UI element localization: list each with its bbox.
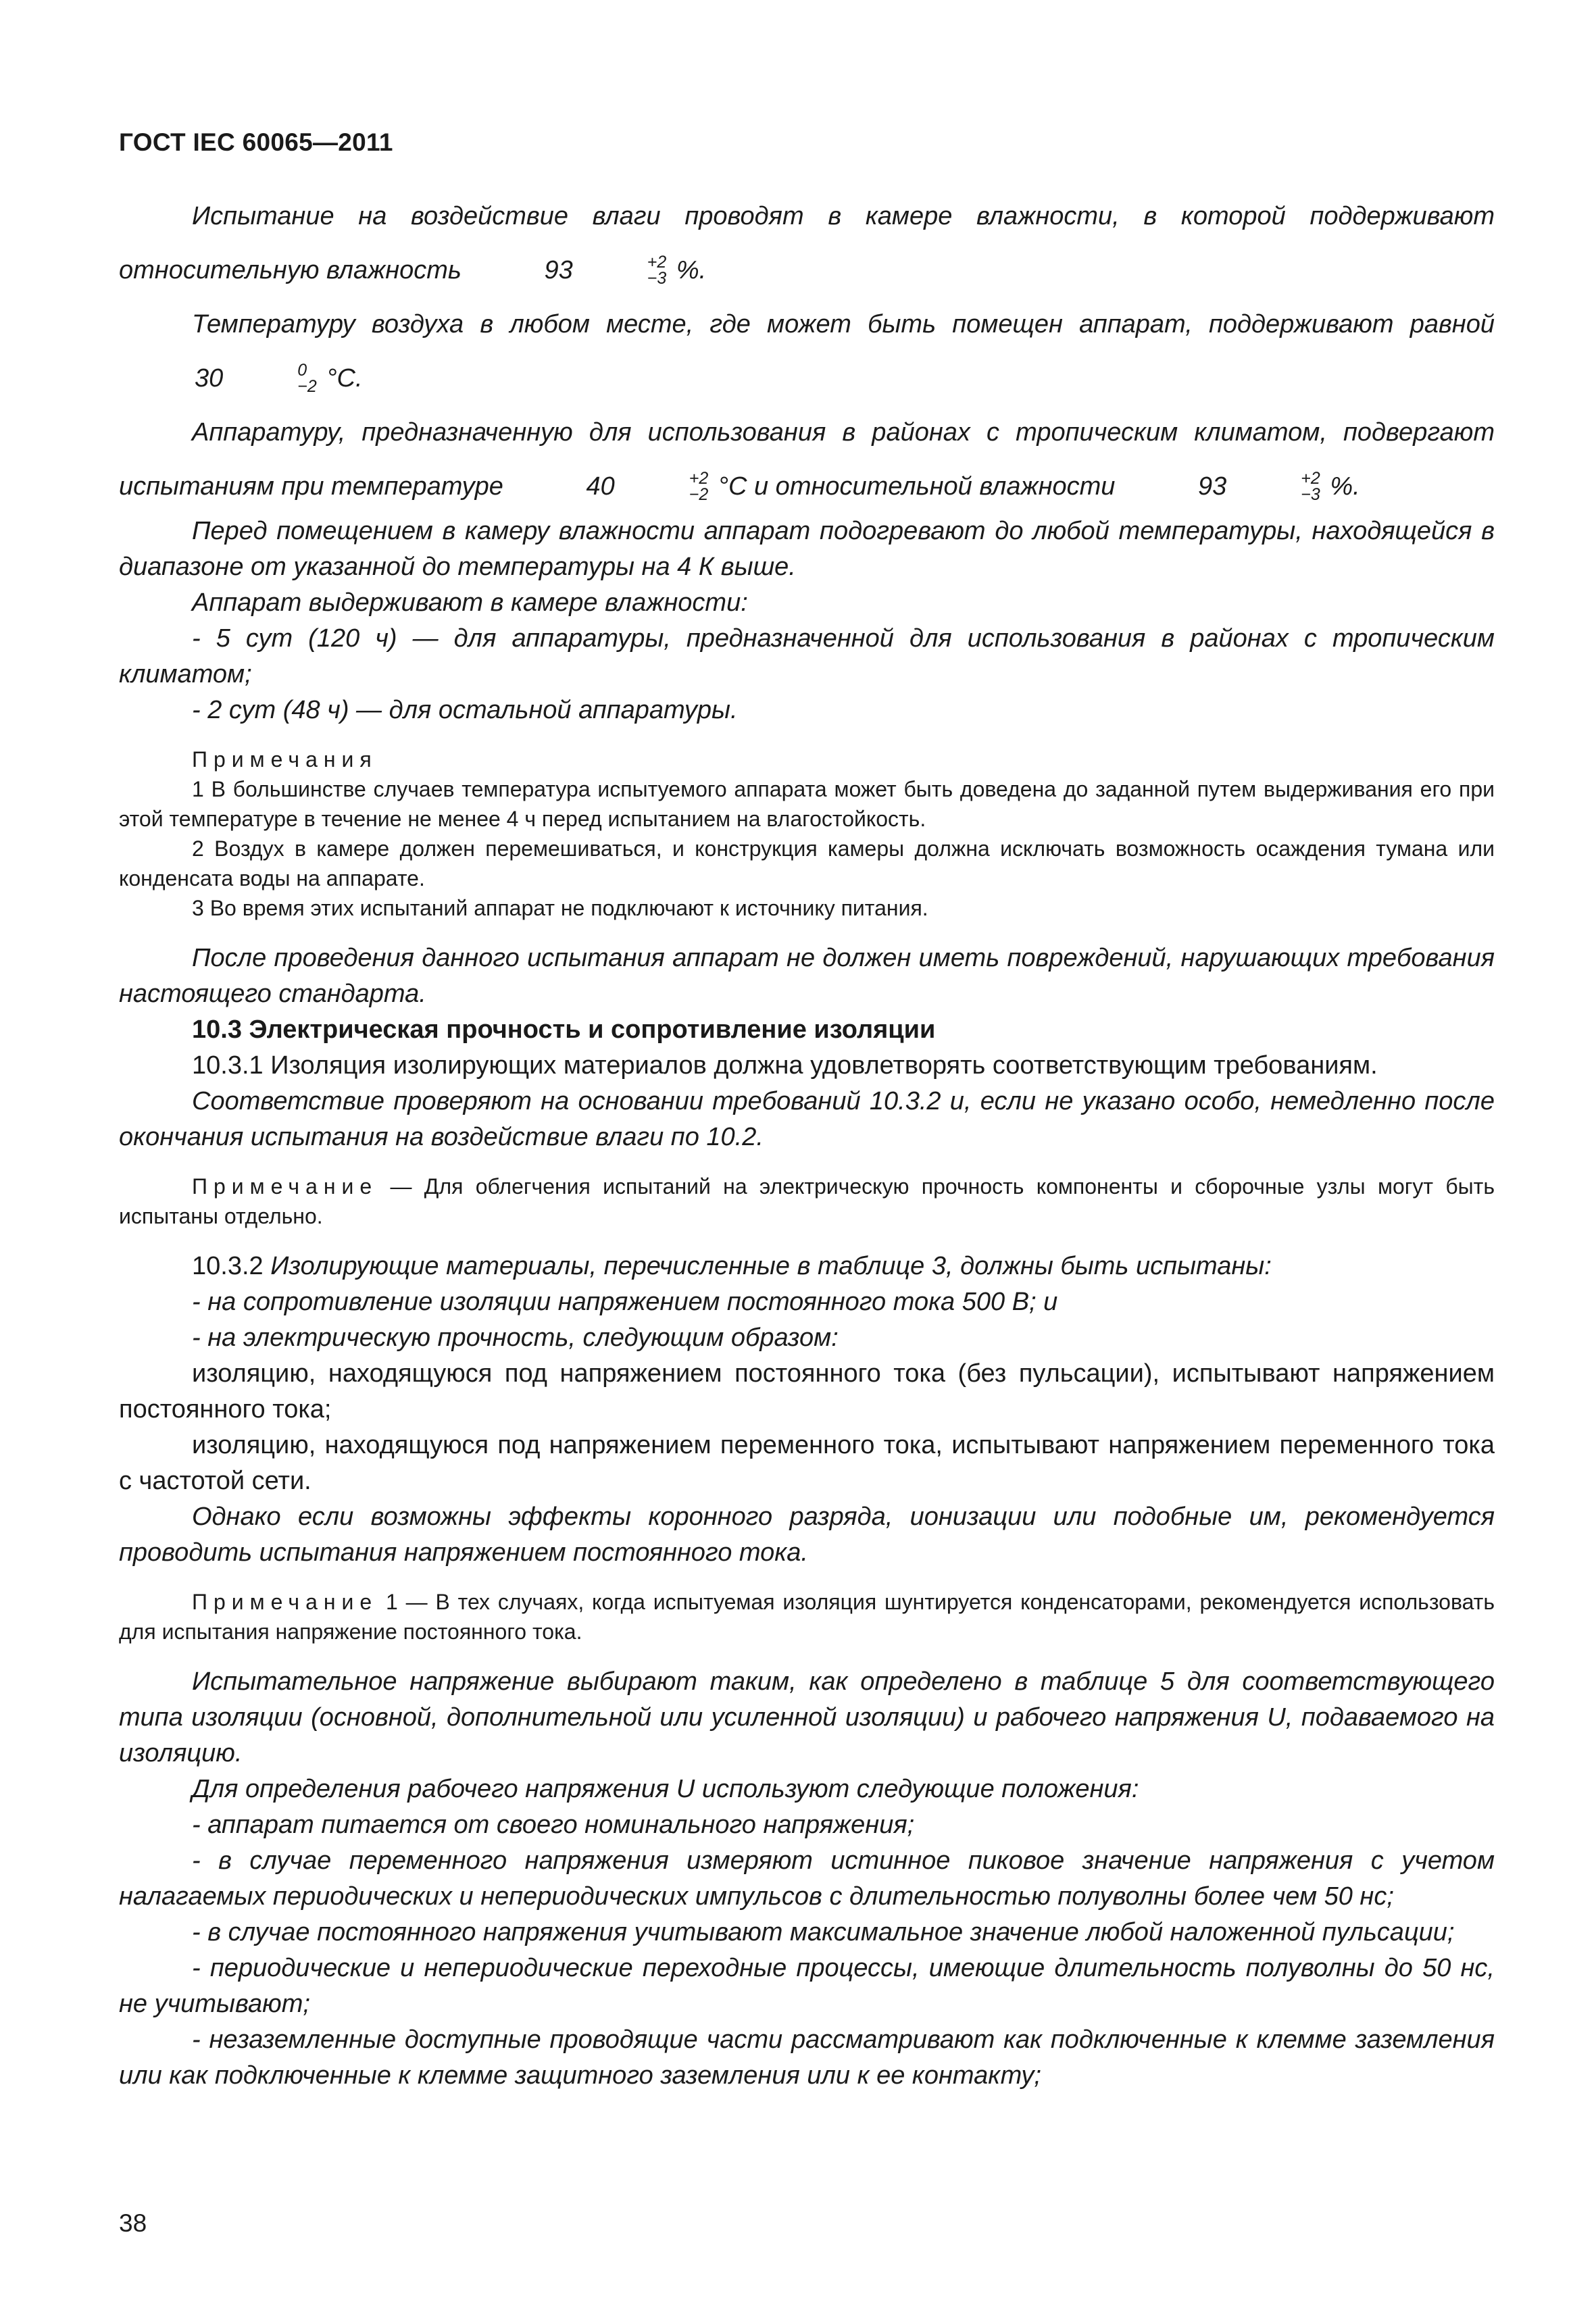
paragraph-10-3-2: 10.3.2 Изолирующие материалы, перечисленные в таблице 3, должны быть испытаны: [192,1252,1272,1280]
paragraph-after-test: После проведения данного испытания аппарат не должен иметь повреждений, нарушающих требования настоящего стандарта. [119,944,1495,1008]
list-item: - на сопротивление изоляции напряжением постоянного тока 500 В; и [192,1288,1058,1316]
tropical-temperature-value: 40 +2 −2 [586,468,709,504]
list-item: - периодические и непериодические переходные процессы, имеющие длительность полуволны до 50 нс, не учитывают; [119,1954,1495,2018]
list-item: - в случае переменного напряжения измеряют истинное пиковое значение напряжения с учетом налагаемых периодических и непериодических импульсов с длительностью полуволны более чем 50 нс; [119,1846,1495,1911]
paragraph-test-voltage: Испытательное напряжение выбирают таким, как определено в таблице 5 для соответствующего типа изоляции (основной, дополнительной или усиленной изоляции) и рабочего напряжения U, подаваемого на изоляцию. [119,1667,1495,1767]
paragraph-compliance: Соответствие проверяют на основании требований 10.3.2 и, если не указано особо, немедленно после окончания испытания на воздействие влаги по 10.2. [119,1087,1495,1151]
list-item: - в случае постоянного напряжения учитывают максимальное значение любой наложенной пульсации; [192,1918,1455,1946]
notes-title: Примечания [192,747,378,772]
list-item: - незаземленные доступные проводящие части рассматривают как подключенные к клемме заземления или как подключенные к клемме защитного заземления или к ее контакту; [119,2026,1495,2090]
paragraph-air-temperature: Температуру воздуха в любом месте, где может быть помещен аппарат, поддерживают равной 30 0 −2 °С. [119,297,1495,405]
note-item: Примечание — Для облегчения испытаний на электрическую прочность компоненты и сборочные узлы могут быть испытаны отдельно. [119,1174,1495,1228]
list-item: - аппарат питается от своего номинального напряжения; [192,1811,915,1839]
note-item: Примечание 1 — В тех случаях, когда испытуемая изоляция шунтируется конденсаторами, рекомендуется использовать для испытания напряжение постоянного тока. [119,1590,1495,1644]
tolerance: 0 −2 [297,360,317,396]
paragraph-working-voltage: Для определения рабочего напряжения U используют следующие положения: [192,1775,1139,1803]
tolerance: +2 −3 [647,252,667,288]
paragraph-tropical: Аппаратуру, предназначенную для использования в районах с тропическим климатом, подвергают испытаниям при температуре 40 +2 −2 °С и относительной влажности 93 +2 −3 %. [119,405,1495,513]
note-block [119,1587,1495,1646]
tolerance: +2 −3 [1301,468,1320,504]
paragraph-dc-insulation: изоляцию, находящуюся под напряжением постоянного тока (без пульсации), испытывают напряжением постоянного тока; [119,1359,1495,1424]
paragraph-hold: Аппарат выдерживают в камере влажности: [192,588,748,617]
paragraph-corona: Однако если возможны эффекты коронного разряда, ионизации или подобные им, рекомендуется проводить испытания напряжением постоянного тока. [119,1503,1495,1567]
note-item: 1 В большинстве случаев температура испытуемого аппарата может быть доведена до заданной путем выдерживания его при этой температуре в течение не менее 4 ч перед испытанием на влагостойкость. [119,777,1495,831]
list-item: - 5 сут (120 ч) — для аппаратуры, предназначенной для использования в районах с тропическим климатом; [119,624,1495,688]
paragraph-ac-insulation: изоляцию, находящуюся под напряжением переменного тока, испытывают напряжением переменного тока с частотой сети. [119,1431,1495,1495]
note-item: 3 Во время этих испытаний аппарат не подключают к источнику питания. [192,896,928,920]
temperature-value: 30 0 −2 [195,360,317,396]
notes-block [119,745,1495,923]
list-item: - на электрическую прочность, следующим образом: [192,1324,839,1352]
note-item: 2 Воздух в камере должен перемешиваться, и конструкция камеры должна исключать возможность осаждения тумана или конденсата воды на аппарате. [119,836,1495,890]
paragraph-preheat: Перед помещением в камеру влажности аппарат подогревают до любой температуры, находящейся в диапазоне от указанной до температуры на 4 К выше. [119,517,1495,581]
tolerance: +2 −2 [689,468,709,504]
page-number: 38 [119,2209,147,2237]
list-item: - 2 сут (48 ч) — для остальной аппаратуры. [192,696,738,724]
document-header: ГОСТ IEC 60065—2011 [119,128,393,156]
paragraph-10-3-1: 10.3.1 Изоляция изолирующих материалов должна удовлетворять соответствующим требованиям. [192,1051,1378,1080]
note-block [119,1172,1495,1231]
paragraph-humidity: Испытание на воздействие влаги проводят в камере влажности, в которой поддерживают относительную влажность 93 +2 −3 %. [119,189,1495,297]
tropical-humidity-value: 93 +2 −3 [1198,468,1320,504]
section-heading: 10.3 Электрическая прочность и сопротивление изоляции [192,1015,936,1044]
document-body [119,189,1495,2094]
humidity-value: 93 +2 −3 [544,252,667,288]
